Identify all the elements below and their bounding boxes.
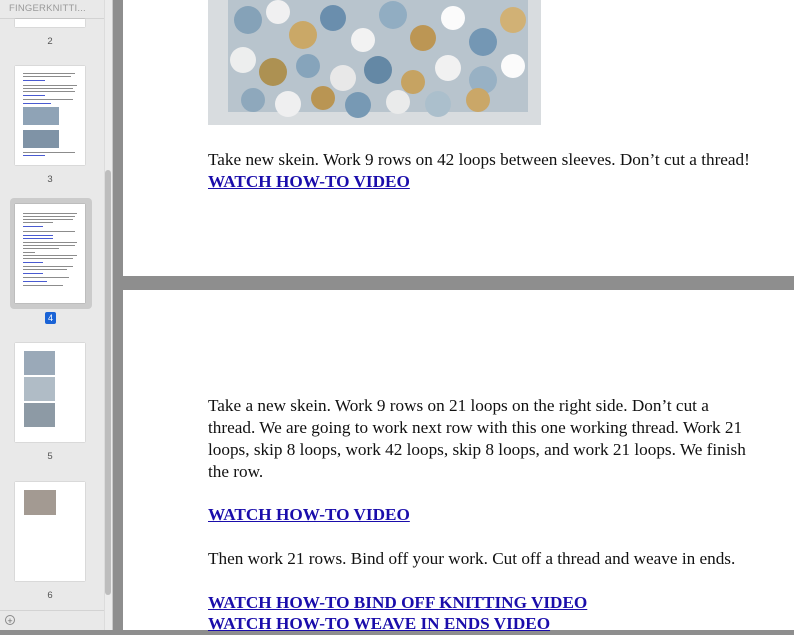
thumb-link-line [23, 103, 51, 104]
thumb-text-line [23, 255, 77, 256]
document-page [123, 290, 794, 633]
thumb-link-line [23, 235, 53, 236]
thumbnail-label: 2 [47, 36, 53, 47]
knitting-photo [208, 0, 541, 125]
add-page-button[interactable] [5, 615, 15, 625]
thumb-text-line [23, 88, 73, 89]
thumb-text-line [23, 285, 63, 286]
thumbnail-label: 6 [47, 590, 53, 601]
thumb-text-line [23, 248, 59, 249]
thumb-text-line [23, 73, 75, 74]
thumb-link-line [23, 281, 47, 282]
thumb-text-line [23, 231, 75, 232]
thumb-link-line [23, 80, 45, 81]
thumbnail-page-3[interactable] [15, 66, 85, 165]
thumb-text-line [23, 152, 75, 153]
thumb-text-line [23, 219, 73, 220]
thumbnail-label: 5 [47, 451, 53, 462]
thumb-text-line [23, 216, 75, 217]
thumb-text-line [23, 213, 77, 214]
thumbnail-label-selected: 4 [45, 312, 56, 324]
thumb-link-line [23, 238, 53, 239]
watch-video-link[interactable]: WATCH HOW-TO VIDEO [208, 505, 410, 524]
thumb-text-line [23, 277, 69, 278]
watch-bind-off-video-link[interactable]: WATCH HOW-TO BIND OFF KNITTING VIDEO [208, 593, 588, 612]
page2-paragraph [208, 395, 746, 483]
thumb-image [23, 130, 59, 148]
thumb-image [24, 351, 55, 375]
thumb-image [24, 490, 56, 515]
thumbnail-label: 3 [47, 174, 53, 185]
page1-paragraph: Take new skein. Work 9 rows on 42 loops between sleeves. Don’t cut a thread! [208, 150, 750, 169]
thumb-image [24, 377, 55, 401]
paragraph-line: Take a new skein. Work 9 rows on 21 loops on the right side. Don’t cut a [208, 396, 709, 415]
page2-paragraph-2: Then work 21 rows. Bind off your work. Cut off a thread and weave in ends. [208, 549, 736, 568]
thumb-text-line [23, 258, 73, 259]
thumbnail-page-6[interactable] [15, 482, 85, 581]
watch-weave-ends-video-link[interactable]: WATCH HOW-TO WEAVE IN ENDS VIDEO [208, 614, 551, 633]
thumb-image [24, 403, 55, 427]
paragraph-line: the row. [208, 462, 264, 481]
sidebar-bottom-bar [0, 610, 104, 630]
watch-video-link[interactable]: WATCH HOW-TO VIDEO [208, 172, 410, 191]
thumb-link-line [23, 262, 43, 263]
thumb-link-line [23, 226, 43, 227]
paragraph-line: thread. We are going to work next row with this one working thread. Work 21 [208, 418, 743, 437]
sidebar-scrollbar-thumb[interactable] [105, 170, 111, 595]
thumbnail-page-2[interactable] [15, 19, 85, 27]
thumb-text-line [23, 266, 73, 267]
document-page [123, 0, 794, 276]
thumb-link-line [23, 95, 45, 96]
thumb-link-line [23, 273, 43, 274]
thumb-text-line [23, 99, 73, 100]
thumb-text-line [23, 242, 77, 243]
document-title: FINGERKNITTI... [9, 3, 86, 14]
thumb-text-line [23, 76, 71, 77]
plus-circle-icon: + [7, 616, 13, 626]
thumbnail-sidebar [0, 0, 113, 630]
thumbnail-page-5[interactable] [15, 343, 85, 442]
thumb-text-line [23, 252, 35, 253]
thumb-text-line [23, 222, 53, 223]
paragraph-line: loops, skip 8 loops, work 42 loops, skip 8 loops, and work 21 loops. We finish [208, 440, 746, 459]
thumb-image [23, 107, 59, 125]
thumb-text-line [23, 91, 75, 92]
thumb-text-line [23, 269, 67, 270]
thumb-text-line [23, 85, 77, 86]
knitting-photo-image [208, 0, 541, 125]
thumbnail-page-4[interactable] [15, 204, 85, 303]
thumb-link-line [23, 155, 45, 156]
thumb-text-line [23, 245, 75, 246]
